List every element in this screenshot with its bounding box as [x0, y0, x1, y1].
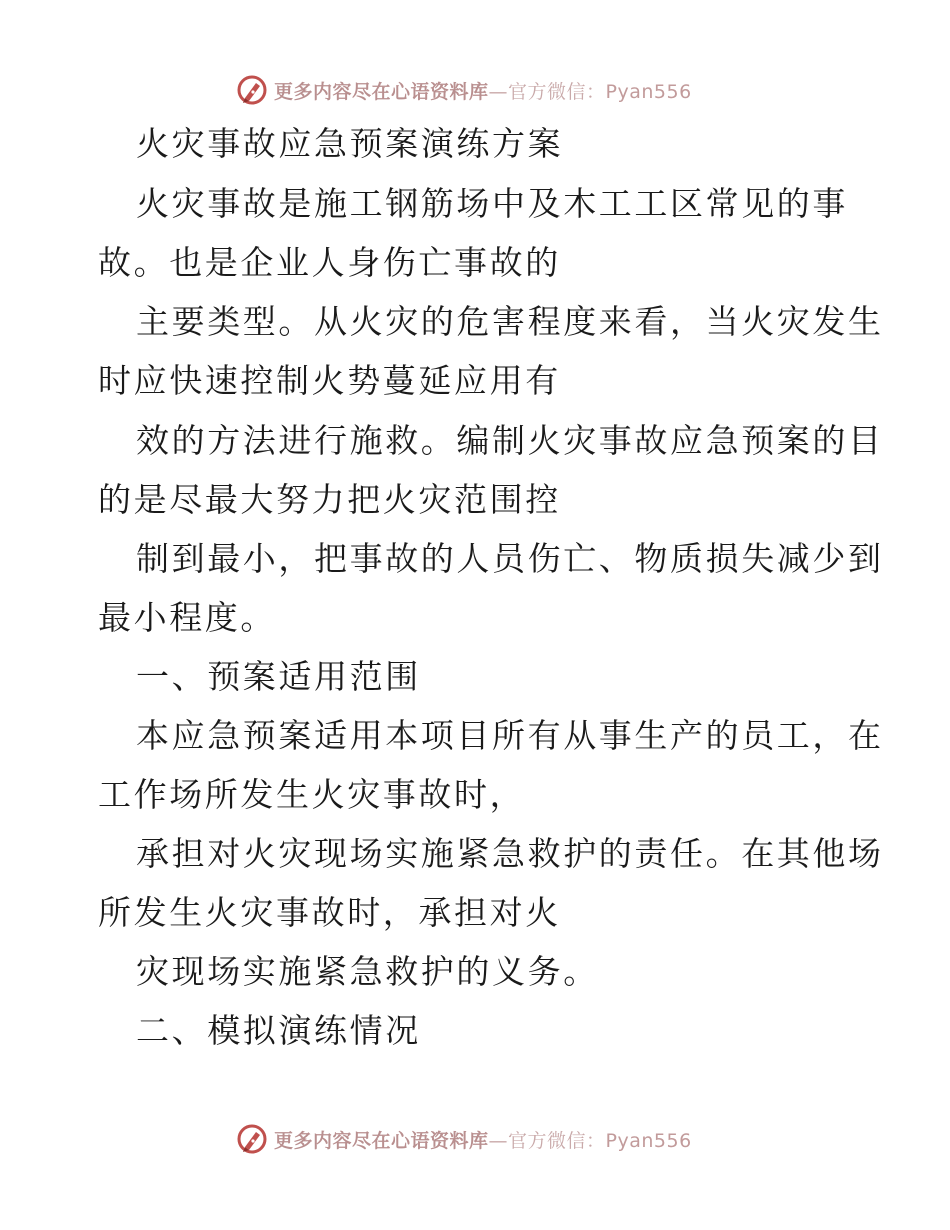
watermark-id: Pyan556: [605, 1129, 692, 1152]
watermark-id: Pyan556: [605, 80, 692, 103]
paragraph-line: 的是尽最大努力把火灾范围控: [98, 480, 561, 519]
header-watermark: [236, 73, 692, 107]
document-title: 火灾事故应急预案演练方案: [136, 124, 564, 163]
paragraph-line: 制到最小，把事故的人员伤亡、物质损失减少到: [136, 539, 884, 578]
section-heading: 一、预案适用范围: [136, 657, 421, 696]
watermark-text: [274, 1126, 692, 1153]
paragraph-line: 承担对火灾现场实施紧急救护的责任。在其他场: [136, 834, 884, 873]
paragraph-line: 灾现场实施紧急救护的义务。: [136, 952, 599, 991]
paragraph-line: 所发生火灾事故时，承担对火: [98, 893, 561, 932]
pen-logo-icon: [236, 1123, 268, 1155]
paragraph-line: 主要类型。从火灾的危害程度来看，当火灾发生: [136, 302, 884, 341]
paragraph-line: 时应快速控制火势蔓延应用有: [98, 361, 561, 400]
watermark-brand: 更多内容尽在心语资料库: [274, 1129, 489, 1152]
paragraph-line: 本应急预案适用本项目所有从事生产的员工，在: [136, 716, 884, 755]
section-heading: 二、模拟演练情况: [136, 1011, 421, 1050]
watermark-brand: 更多内容尽在心语资料库: [274, 80, 489, 103]
paragraph-line: 效的方法进行施救。编制火灾事故应急预案的目: [136, 421, 884, 460]
watermark-separator: —: [488, 1129, 509, 1152]
footer-watermark: [236, 1122, 692, 1156]
paragraph-line: 工作场所发生火灾事故时，: [98, 775, 526, 814]
watermark-suffix: 官方微信：: [508, 1129, 606, 1152]
paragraph-line: 故。也是企业人身伤亡事故的: [98, 243, 561, 282]
watermark-suffix: 官方微信：: [508, 80, 606, 103]
paragraph-line: 最小程度。: [98, 598, 276, 637]
pen-logo-icon: [236, 74, 268, 106]
watermark-text: [274, 77, 692, 104]
paragraph-line: 火灾事故是施工钢筋场中及木工工区常见的事: [136, 184, 848, 223]
watermark-separator: —: [488, 80, 509, 103]
